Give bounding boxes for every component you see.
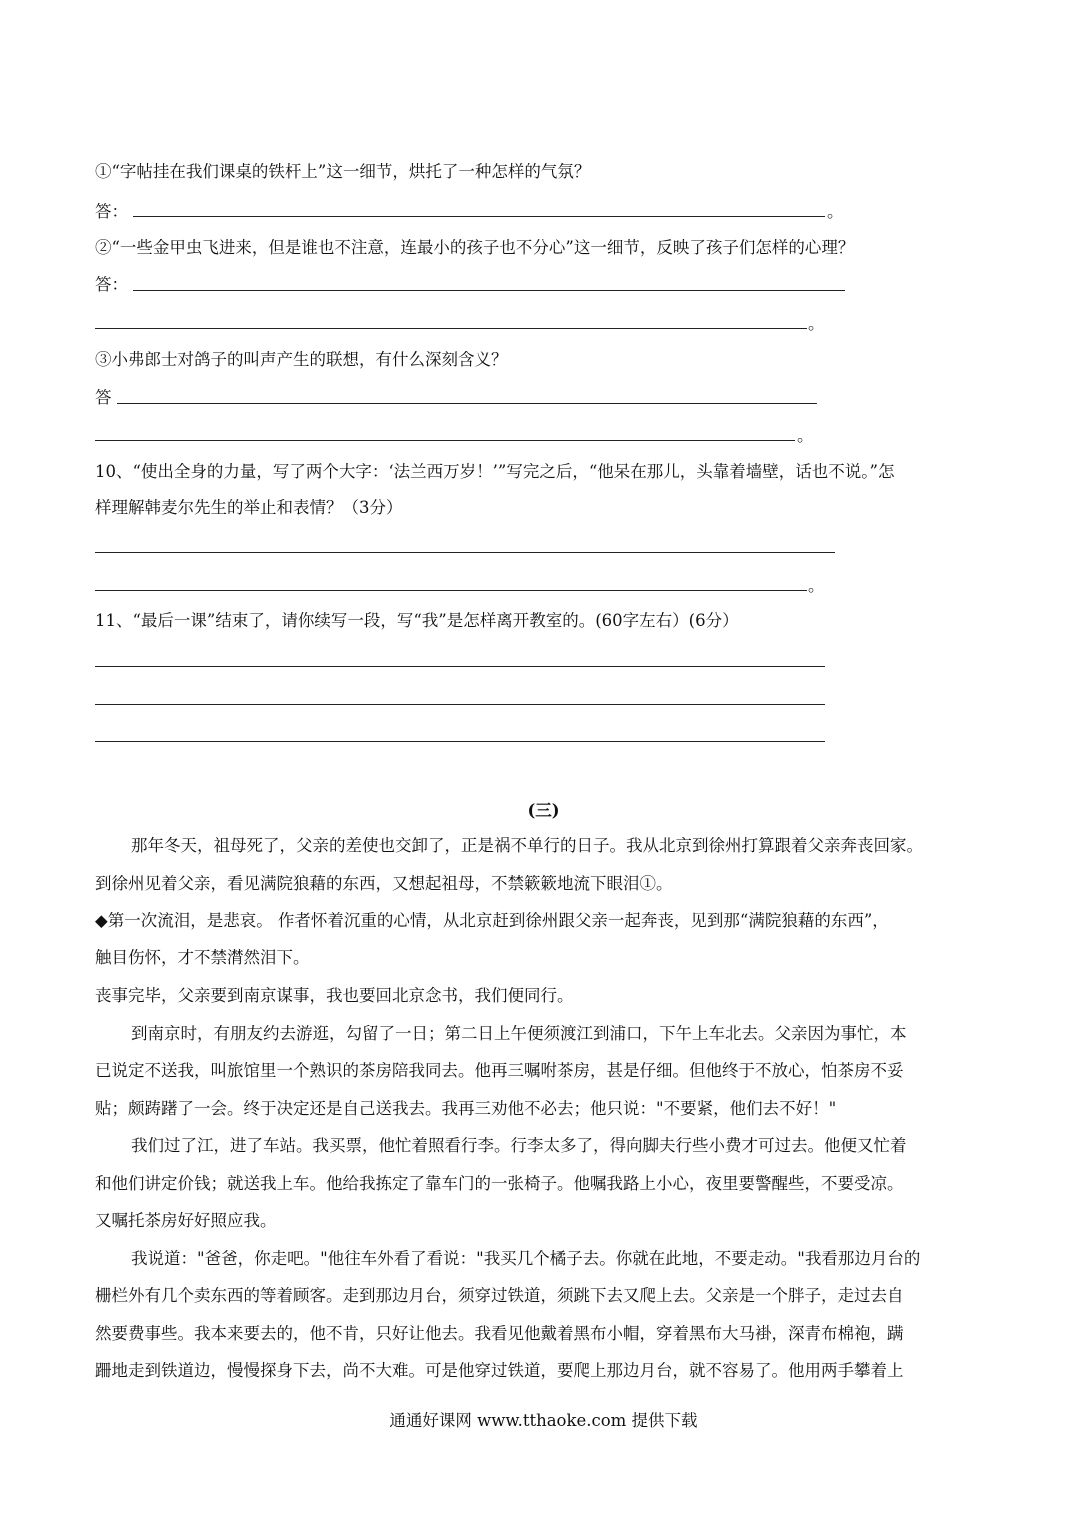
annotation-line: ◆第一次流泪，是悲哀。 作者怀着沉重的心情，从北京赶到徐州跟父亲一起奔丧，见到那“满院狼藉的东西”， <box>95 911 889 930</box>
answer-blank-line <box>95 552 835 553</box>
passage-line: 跚地走到铁道边，慢慢探身下去，尚不大难。可是他穿过铁道，要爬上那边月台，就不容易了。他用两手攀着上 <box>95 1361 904 1380</box>
answer-blank-line <box>117 403 817 404</box>
passage-line: 栅栏外有几个卖东西的等着顾客。走到那边月台，须穿过铁道，须跳下去又爬上去。父亲是一个胖子，走过去自 <box>95 1286 904 1305</box>
passage-line: 我说道："爸爸，你走吧。"他往车外看了看说："我买几个橘子去。你就在此地，不要走动。"我看那边月台的 <box>131 1249 921 1268</box>
question-9-2-prompt: ②“一些金甲虫飞进来，但是谁也不注意，连最小的孩子也不分心”这一细节，反映了孩子们怎样的心理？ <box>95 238 855 257</box>
page-footer: 通通好课网 www.tthaoke.com 提供下载 <box>389 1411 698 1430</box>
question-10-line-2: 样理解韩麦尔先生的举止和表情？（3分） <box>95 498 403 517</box>
passage-line: 到徐州见着父亲，看见满院狼藉的东西，又想起祖母，不禁簌簌地流下眼泪①。 <box>95 874 673 893</box>
passage-line: 又嘱托茶房好好照应我。 <box>95 1211 277 1230</box>
question-9-1-prompt: ①“字帖挂在我们课桌的铁杆上”这一细节，烘托了一种怎样的气氛？ <box>95 162 591 181</box>
answer-blank-line <box>95 440 795 441</box>
annotation-line: 触目伤怀，才不禁潸然泪下。 <box>95 948 310 967</box>
answer-prefix: 答： <box>95 202 128 221</box>
answer-end-mark: 。 <box>808 314 825 333</box>
answer-blank-line <box>133 290 845 291</box>
answer-blank-line <box>133 216 825 217</box>
question-11-prompt: 11、“最后一课”结束了，请你续写一段，写“我”是怎样离开教室的。(60字左右）(6分） <box>95 611 739 630</box>
answer-end-mark: 。 <box>797 426 814 445</box>
passage-line: 丧事完毕，父亲要到南京谋事，我也要回北京念书，我们便同行。 <box>95 986 574 1005</box>
answer-blank-line <box>95 704 825 705</box>
answer-blank-line <box>95 590 807 591</box>
answer-blank-line <box>95 666 825 667</box>
passage-line: 和他们讲定价钱；就送我上车。他给我拣定了靠车门的一张椅子。他嘱我路上小心，夜里要警醒些，不要受凉。 <box>95 1174 904 1193</box>
passage-line: 然要费事些。我本来要去的，他不肯，只好让他去。我看见他戴着黑布小帽，穿着黑布大马褂，深青布棉袍，蹒 <box>95 1324 904 1343</box>
answer-blank-line <box>95 328 807 329</box>
passage-line: 我们过了江，进了车站。我买票，他忙着照看行李。行李太多了，得向脚夫行些小费才可过去。他便又忙着 <box>131 1136 907 1155</box>
answer-prefix: 答： <box>95 275 128 294</box>
question-10-line-1: 10、“使出全身的力量，写了两个大字：‘法兰西万岁！’”写完之后，“他呆在那儿，头靠着墙壁，话也不说。”怎 <box>95 462 895 481</box>
passage-line: 那年冬天，祖母死了，父亲的差使也交卸了，正是祸不单行的日子。我从北京到徐州打算跟着父亲奔丧回家。 <box>131 836 923 855</box>
answer-end-mark: 。 <box>827 202 844 221</box>
answer-blank-line <box>95 741 825 742</box>
answer-end-mark: 。 <box>808 576 825 595</box>
passage-line: 到南京时，有朋友约去游逛，勾留了一日；第二日上午便须渡江到浦口，下午上车北去。父亲因为事忙，本 <box>131 1024 907 1043</box>
passage-line: 贴；颇踌躇了一会。终于决定还是自己送我去。我再三劝他不必去；他只说："不要紧，他们去不好！" <box>95 1099 837 1118</box>
answer-prefix: 答 <box>95 388 112 407</box>
question-9-3-prompt: ③小弗郎士对鸽子的叫声产生的联想，有什么深刻含义？ <box>95 350 508 369</box>
section-title: (三) <box>527 801 560 820</box>
passage-line: 已说定不送我，叫旅馆里一个熟识的茶房陪我同去。他再三嘱咐茶房，甚是仔细。但他终于不放心，怕茶房不妥 <box>95 1061 904 1080</box>
